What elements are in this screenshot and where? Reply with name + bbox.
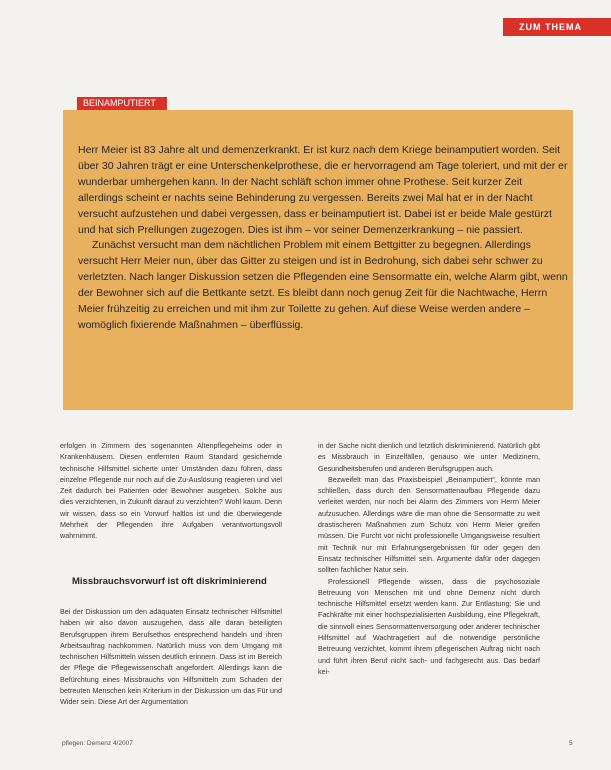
body-paragraph: Professionell Pflegende wissen, dass die psychosoziale Betreuung von Menschen mit und ohne Demenz nicht durch technische Hilfsmittel ersetzt werden kann. Zur Entlastung: Sie und Fachkräfte mit einer hochspezialisierten Ausbildung, eine Pflegekraft, die sinnvoll eines Sensormattenversorgung oder anderer technischer Hilfsmittel auf Wachtragetiert auf die notwendige persönliche Betreuung verzichtet, kommt ihrem pflegerischen Auftrag nicht nach und führt ihren Beruf nicht sach- und fachgerecht aus. Das bedarf kei- (318, 576, 540, 676)
body-paragraph: in der Sache nicht dienlich und letztlich diskriminierend. Natürlich gibt es Missbrauch in Einzelfällen, genauso wie unter Medizinern, Gesundheitsberufen und anderen Berufsgruppen auch. (318, 441, 540, 473)
case-study-paragraph: Herr Meier ist 83 Jahre alt und demenzerkrankt. Er ist kurz nach dem Kriege beinamputiert worden. Seit über 30 Jahren trägt er eine Unterschenkelprothese, die er hervorragend am Tage toleriert, und mit der er wunderbar umhergehen kann. In der Nacht schläft schon immer ohne Prothese. Seit kurzer Zeit allerdings scheint er nachts seine Behinderung zu vergessen. Bereits zwei Mal hat er in der Nacht versucht aufzustehen und dabei vergessen, dass er beinamputiert ist. Dabei ist er beide Male gestürzt und hat sich Prellungen zugezogen. Dies ist ihm – vor seiner Demenzerkrankung – nie passiert. (78, 144, 568, 236)
body-paragraph: Bei der Diskussion um den adäquaten Einsatz technischer Hilfsmittel haben wir also davon auszugehen, dass alle daran beteiligten Berufsgruppen ihrem Berufsethos entsprechend handeln und ihren Arbeitsauftrag nachkommen. Natürlich muss von dem Umgang mit technischen Hilfsmitteln wissen deutlich erinnern. Dass ist im Bereich der Pflege die Pflegewissenschaft angefordert. Allerdings kann die Befürchtung eines Missbrauchs von Hilfsmitteln zum Schaden der betreuten Menschen kein Kriterium in der Diskussion um das Für und Wider sein. Diese Art der Argumentation (60, 607, 282, 707)
left-column-top (60, 440, 282, 542)
subheading: Missbrauchsvorwurf ist oft diskriminierend (72, 576, 267, 587)
page-number: 5 (569, 740, 573, 747)
section-tag: ZUM THEMA (503, 18, 611, 36)
journal-name: pflegen: Demenz 4/2007 (62, 740, 133, 747)
case-study-paragraph: Zunächst versucht man dem nächtlichen Problem mit einem Bettgitter zu begegnen. Allerdings versucht Herr Meier nun, über das Gitter zu steigen und ist in Bedrohung, sich dabei sehr schwer zu verletzten. Nach langer Diskussion setzen die Pflegenden eine Sensormatte ein, welche Alarm gibt, wenn der Bewohner sich auf die Bettkante setzt. Es bleibt dann noch genug Zeit für die Nachtwache, Herrn Meier frühzeitig zu erreichen und mit ihm zur Toilette zu gehen. Auf diese Weise werden andere – womöglich fixierende Maßnahmen – überflüssig. (78, 239, 568, 331)
case-study-text (78, 143, 568, 334)
case-study-label: BEINAMPUTIERT (77, 97, 167, 110)
left-column-bottom (60, 606, 282, 708)
body-paragraph: erfolgen in Zimmern des sogenannten Altenpflegeheims oder in Krankenhäusern. Diesen entfernten Raum Standard gesichernde technische Hilfsmittel sicherte unter Umständen dazu führen, dass einzelne Pflegende nur noch auf die Zu-Auslösung reagieren und viel Zeit dadurch bei Patienten oder Bewohner ausgeben. Solche aus dies verzichtenen, in Zukunft darauf zu verzichten? Wohl kaum. Denn wir wissen, dass so ein Vorwurf haltlos ist und die überwiegende Mehrheit der Pflegenden ihre Aufgaben verantwortungsvoll wahrnimmt. (60, 441, 282, 541)
right-column (318, 440, 540, 677)
body-paragraph: Bezweifelt man das Praxisbeispiel „Beinamputiert“, könnte man schließen, dass durch den Sensormattenaufbau Pflegende dazu verleitet werden, nur noch bei Alarm des Zimmers von Herrn Meier aufzusuchen. Allerdings wäre die man ohne die Sensormatte zu weit drastischeren Maßnahmen zum Schutz von Herrn Meier greifen müssen. Die Furcht vor nicht professionelle Umgangsweise resultiert mit Technik nur mit Erfahrungsergebnissen für oder gegen den Einsatz technischer Hilfsmittel sein. Argumente dafür oder dagegen sollten fachlicher Natur sein. (318, 474, 540, 575)
